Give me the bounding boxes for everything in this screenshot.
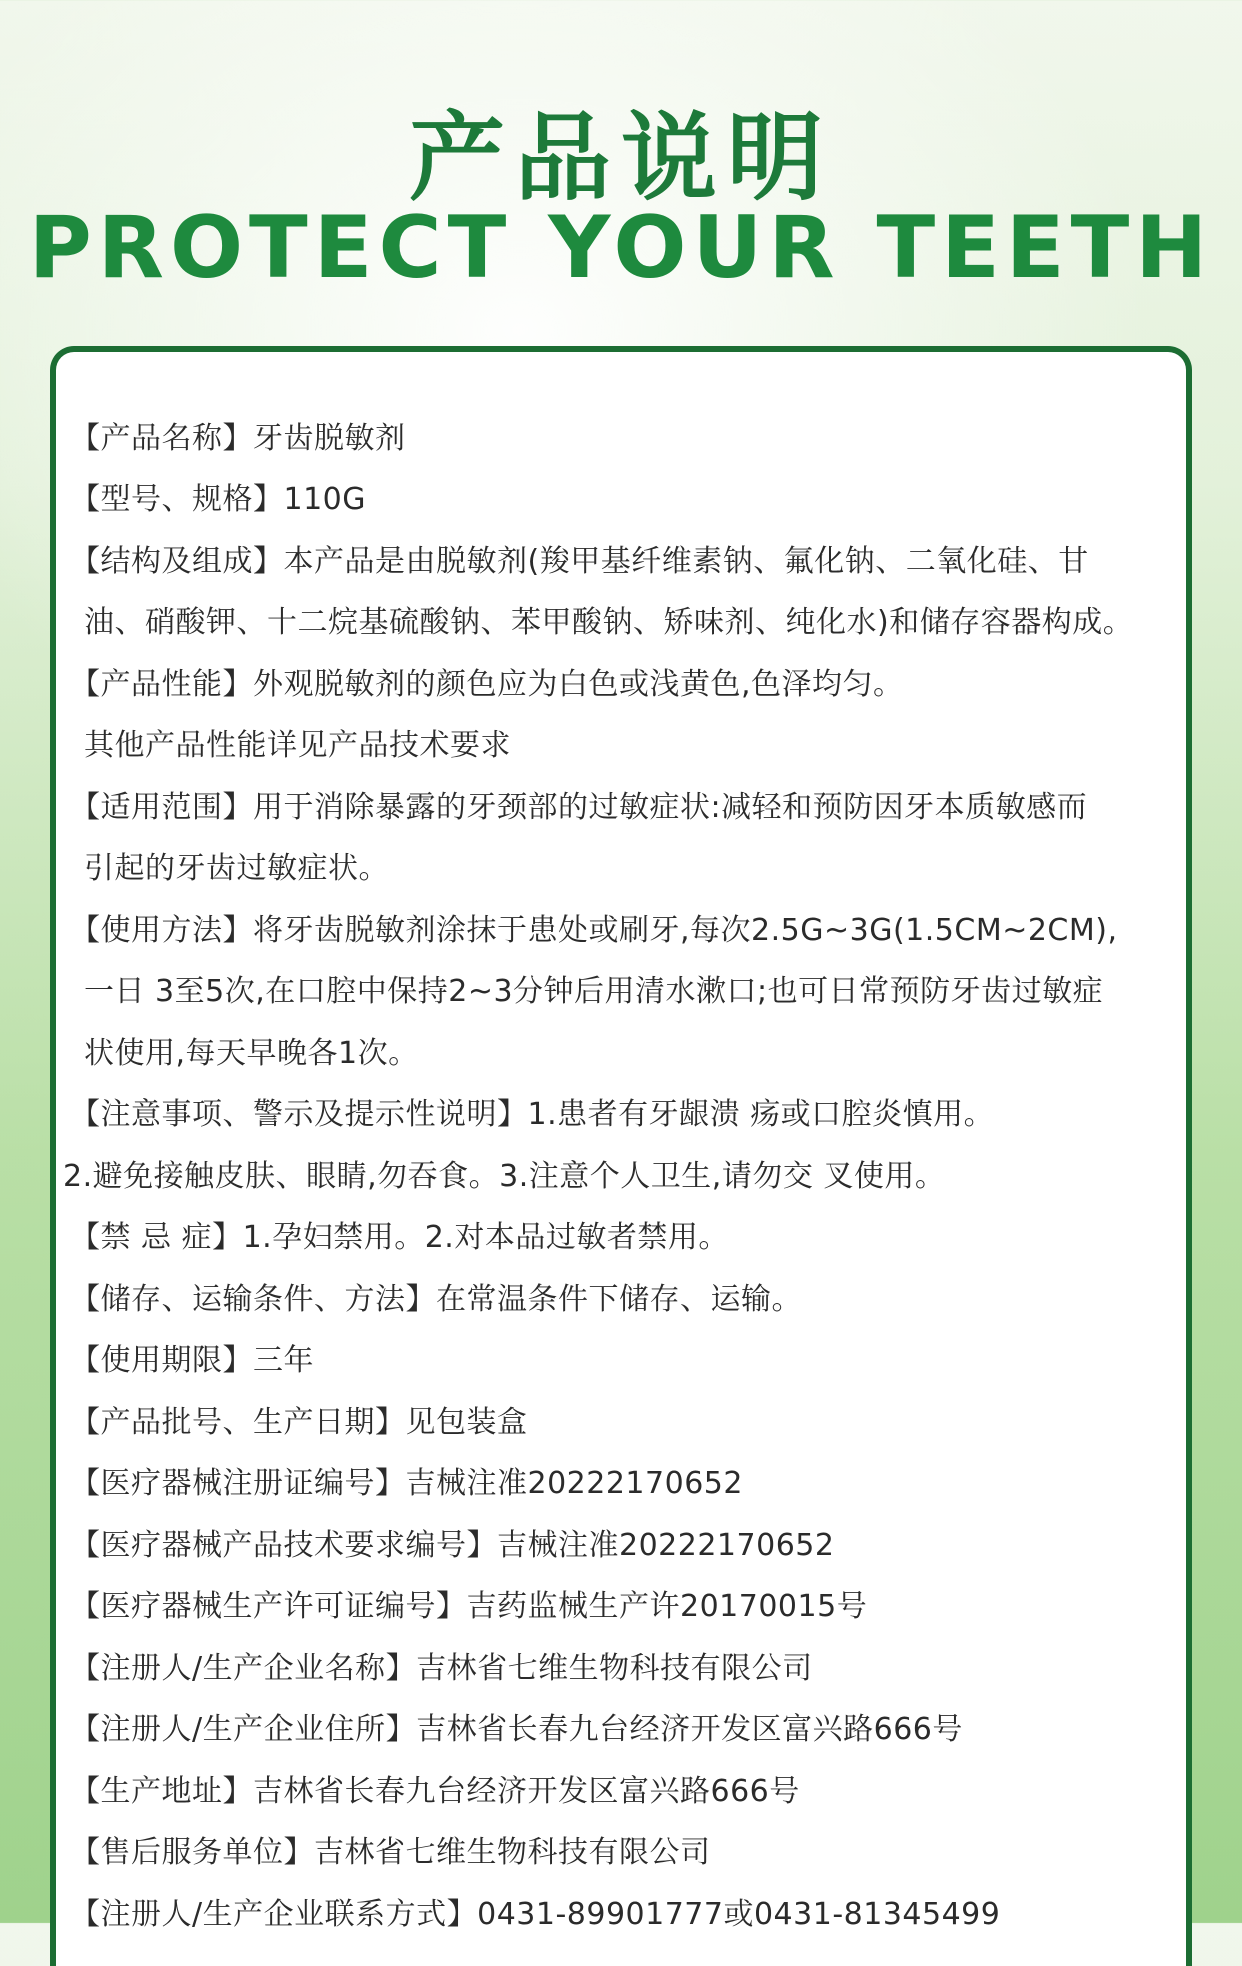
- info-line-performance-cont: 其他产品性能详见产品技术要求: [84, 728, 511, 763]
- page-subtitle: PROTECT YOUR TEETH: [28, 198, 1214, 298]
- product-info-card: [50, 346, 1192, 1966]
- info-line-usage: 【使用方法】将牙齿脱敏剂涂抹于患处或刷牙,每次2.5G~3G(1.5CM~2CM),: [70, 913, 1118, 948]
- info-line-registration-no: 【医疗器械注册证编号】吉械注准20222170652: [70, 1466, 743, 1501]
- info-line-scope: 【适用范围】用于消除暴露的牙颈部的过敏症状:减轻和预防因牙本质敏感而: [70, 790, 1088, 825]
- info-line-structure-cont: 油、硝酸钾、十二烷基硫酸钠、苯甲酸钠、矫味剂、纯化水)和储存容器构成。: [84, 605, 1134, 640]
- info-line-structure: 【结构及组成】本产品是由脱敏剂(羧甲基纤维素钠、氟化钠、二氧化硅、甘: [70, 544, 1089, 579]
- info-line-production-address: 【生产地址】吉林省长春九台经济开发区富兴路666号: [70, 1774, 800, 1809]
- info-line-warnings: 【注意事项、警示及提示性说明】1.患者有牙龈溃 疡或口腔炎慎用。: [70, 1097, 995, 1132]
- info-line-usage-cont-1: 一日 3至5次,在口腔中保持2~3分钟后用清水漱口;也可日常预防牙齿过敏症: [84, 974, 1104, 1009]
- info-line-tech-req-no: 【医疗器械产品技术要求编号】吉械注准20222170652: [70, 1528, 835, 1563]
- page-title: 产品说明: [409, 102, 833, 214]
- info-line-model: 【型号、规格】110G: [70, 482, 367, 517]
- info-line-product-name: 【产品名称】牙齿脱敏剂: [70, 421, 406, 456]
- info-line-contraindications: 【禁 忌 症】1.孕妇禁用。2.对本品过敏者禁用。: [70, 1220, 729, 1255]
- info-line-warnings-cont: 2.避免接触皮肤、眼睛,勿吞食。3.注意个人卫生,请勿交 叉使用。: [63, 1159, 946, 1194]
- info-line-batch: 【产品批号、生产日期】见包装盒: [70, 1405, 528, 1440]
- info-line-production-license: 【医疗器械生产许可证编号】吉药监械生产许20170015号: [70, 1589, 868, 1624]
- info-line-storage: 【储存、运输条件、方法】在常温条件下储存、运输。: [70, 1282, 802, 1317]
- info-line-shelf-life: 【使用期限】三年: [70, 1343, 314, 1378]
- info-line-registrant-address: 【注册人/生产企业住所】吉林省长春九台经济开发区富兴路666号: [70, 1712, 963, 1747]
- info-line-after-sales: 【售后服务单位】吉林省七维生物科技有限公司: [70, 1835, 711, 1870]
- info-line-performance: 【产品性能】外观脱敏剂的颜色应为白色或浅黄色,色泽均匀。: [70, 667, 904, 702]
- info-line-contact: 【注册人/生产企业联系方式】0431-89901777或0431-81345499: [70, 1897, 1001, 1932]
- info-line-registrant-name: 【注册人/生产企业名称】吉林省七维生物科技有限公司: [70, 1651, 813, 1686]
- info-line-usage-cont-2: 状使用,每天早晚各1次。: [84, 1036, 419, 1071]
- info-line-scope-cont: 引起的牙齿过敏症状。: [84, 851, 389, 886]
